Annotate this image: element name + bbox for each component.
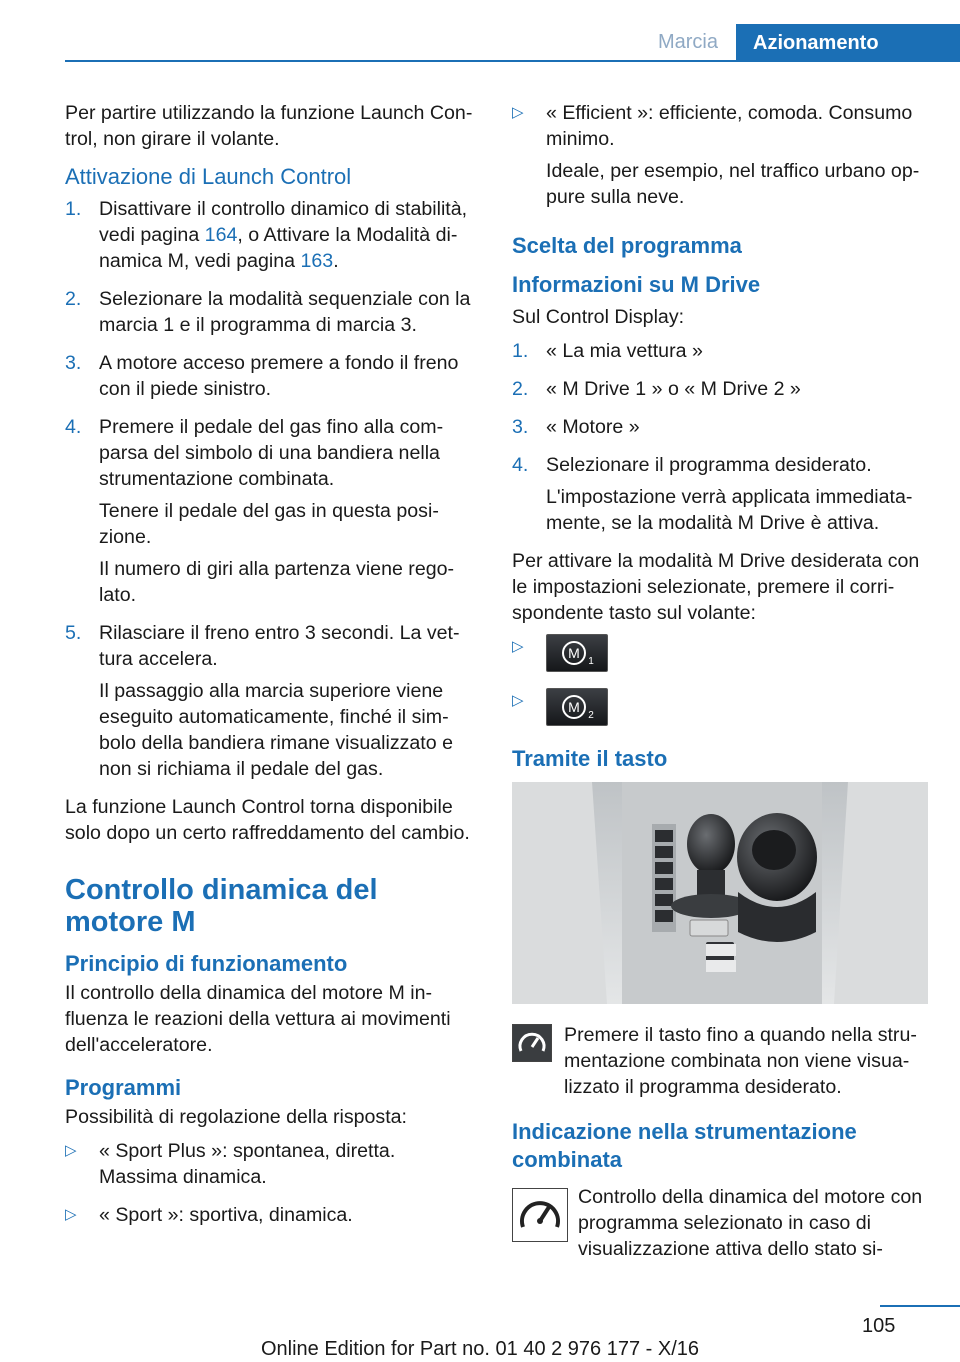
step-extra-text: Il passaggio alla marcia superiore viene eseguito automaticamente, finché il simbolo della bandiera rimane visualizzato e non si richiama il pedale del gas. bbox=[99, 680, 453, 780]
step-text: Selezionare il programma desiderato. bbox=[546, 454, 872, 476]
list-item bbox=[65, 350, 477, 408]
launch-control-heading: Attivazione di Launch Control bbox=[65, 164, 352, 189]
button-heading: Tramite il tasto bbox=[512, 746, 668, 771]
edition-note: Online Edition for Part no. 01 40 2 976 177 - X/16 bbox=[260, 1338, 700, 1360]
step-number: 1. bbox=[65, 198, 82, 220]
header-rule bbox=[65, 60, 960, 62]
page-link-164[interactable]: 164 bbox=[204, 224, 238, 246]
speedometer-button-icon bbox=[512, 1024, 552, 1062]
step-number: 5. bbox=[65, 622, 82, 644]
principle-text: Il controllo della dinamica del motore M influenza le reazioni della vettura ai movimenti dell'acceleratore. bbox=[65, 982, 451, 1056]
program-choice-heading: Scelta del programma bbox=[512, 233, 742, 258]
step-text: , o Attivare la Modalità dinamica M, vedi pagina bbox=[99, 224, 458, 272]
step-number: 4. bbox=[512, 454, 529, 476]
dynamic-control-indicator-icon bbox=[512, 1188, 568, 1242]
step-text: Disattivare il controllo dinamico di stabilità, vedi pagina bbox=[99, 198, 468, 246]
section-title: Controllo dinamica del motore M bbox=[65, 874, 378, 938]
step-text: « La mia vettura » bbox=[546, 340, 703, 362]
display-heading: Indicazione nella strumentazione combinata bbox=[512, 1119, 857, 1172]
launch-steps bbox=[65, 196, 477, 788]
triangle-bullet-icon: ▷ bbox=[65, 1206, 77, 1223]
list-item bbox=[512, 376, 928, 408]
page-number: 105 bbox=[862, 1315, 896, 1337]
right-column bbox=[512, 100, 928, 1270]
triangle-bullet-icon: ▷ bbox=[512, 638, 524, 655]
step-extra-text: Tenere il pedale del gas in questa posizione. bbox=[99, 500, 439, 548]
step-number: 1. bbox=[512, 340, 529, 362]
display-instruction bbox=[512, 1184, 928, 1262]
list-item bbox=[512, 338, 928, 370]
list-item bbox=[65, 1202, 477, 1234]
header-current-tab: Azionamento bbox=[736, 24, 960, 62]
program-text: « Efficient »: efficiente, comoda. Consumo minimo. bbox=[546, 102, 913, 150]
step-number: 4. bbox=[65, 416, 82, 438]
list-item bbox=[65, 620, 477, 788]
program-extra-text: Ideale, per esempio, nel traffico urbano oppure sulla neve. bbox=[546, 160, 920, 208]
step-extra-text: L'impostazione verrà applicata immediatamente, se la modalità M Drive è attiva. bbox=[546, 486, 913, 534]
list-item bbox=[512, 414, 928, 446]
intro-text: Per partire utilizzando la funzione Launch Control, non girare il volante. bbox=[65, 102, 473, 150]
m-drive-1-key-icon bbox=[546, 634, 608, 672]
display-text: Controllo della dinamica del motore con programma selezionato in caso di visualizzazione attiva dello stato si- bbox=[578, 1186, 923, 1260]
programs-list-continued bbox=[512, 100, 928, 216]
step-number: 2. bbox=[65, 288, 82, 310]
program-text: « Sport »: sportiva, dinamica. bbox=[99, 1204, 353, 1226]
step-number: 3. bbox=[512, 416, 529, 438]
principle-heading: Principio di funzionamento bbox=[65, 951, 348, 976]
step-number: 2. bbox=[512, 378, 529, 400]
list-item bbox=[512, 634, 928, 672]
list-item bbox=[65, 414, 477, 614]
mdrive-keys-list bbox=[512, 634, 928, 726]
header-section-tab: Marcia bbox=[657, 31, 718, 53]
list-item bbox=[512, 688, 928, 726]
mdrive-steps bbox=[512, 338, 928, 542]
mdrive-intro: Sul Control Display: bbox=[512, 306, 685, 328]
button-text: Premere il tasto fino a quando nella strumentazione combinata non viene visualizzato il programma desiderato. bbox=[564, 1024, 917, 1098]
step-text: Selezionare la modalità sequenziale con la marcia 1 e il programma di marcia 3. bbox=[99, 288, 471, 336]
button-instruction bbox=[512, 1022, 928, 1100]
triangle-bullet-icon: ▷ bbox=[65, 1142, 77, 1159]
step-text: . bbox=[333, 250, 339, 272]
step-text: « M Drive 1 » o « M Drive 2 » bbox=[546, 378, 801, 400]
triangle-bullet-icon: ▷ bbox=[512, 692, 524, 709]
list-item bbox=[65, 1138, 477, 1196]
step-extra-text: Il numero di giri alla partenza viene regolato. bbox=[99, 558, 455, 606]
programs-intro: Possibilità di regolazione della risposta: bbox=[65, 1106, 407, 1128]
m-drive-2-key-icon bbox=[546, 688, 608, 726]
page-link-163[interactable]: 163 bbox=[300, 250, 334, 272]
programs-heading: Programmi bbox=[65, 1075, 182, 1100]
center-console-photo bbox=[512, 782, 928, 1004]
mdrive-heading: Informazioni su M Drive bbox=[512, 272, 761, 297]
triangle-bullet-icon: ▷ bbox=[512, 104, 524, 121]
list-item bbox=[512, 452, 928, 542]
list-item bbox=[512, 100, 928, 216]
mdrive-note: Per attivare la modalità M Drive desiderata con le impostazioni selezionate, premere il corrispondente tasto sul volante: bbox=[512, 550, 920, 624]
step-text: Premere il pedale del gas fino alla comparsa del simbolo di una bandiera nella strumentazione combinata. bbox=[99, 416, 444, 490]
programs-list bbox=[65, 1138, 477, 1234]
svg-text:M: M bbox=[568, 645, 580, 661]
m-drive-1-key-label: 1 bbox=[588, 656, 594, 667]
footer-rule bbox=[880, 1305, 960, 1307]
list-item bbox=[65, 196, 477, 280]
program-text: « Sport Plus »: spontanea, diretta. Massima dinamica. bbox=[99, 1140, 396, 1188]
list-item bbox=[65, 286, 477, 344]
step-text: Rilasciare il freno entro 3 secondi. La vettura accelera. bbox=[99, 622, 460, 670]
left-column bbox=[65, 100, 477, 1240]
step-text: A motore acceso premere a fondo il freno con il piede sinistro. bbox=[99, 352, 459, 400]
m-drive-2-key-label: 2 bbox=[588, 710, 594, 721]
step-number: 3. bbox=[65, 352, 82, 374]
launch-note: La funzione Launch Control torna disponibile solo dopo un certo raffreddamento del cambio. bbox=[65, 796, 470, 844]
svg-text:M: M bbox=[568, 699, 580, 715]
step-text: « Motore » bbox=[546, 416, 640, 438]
